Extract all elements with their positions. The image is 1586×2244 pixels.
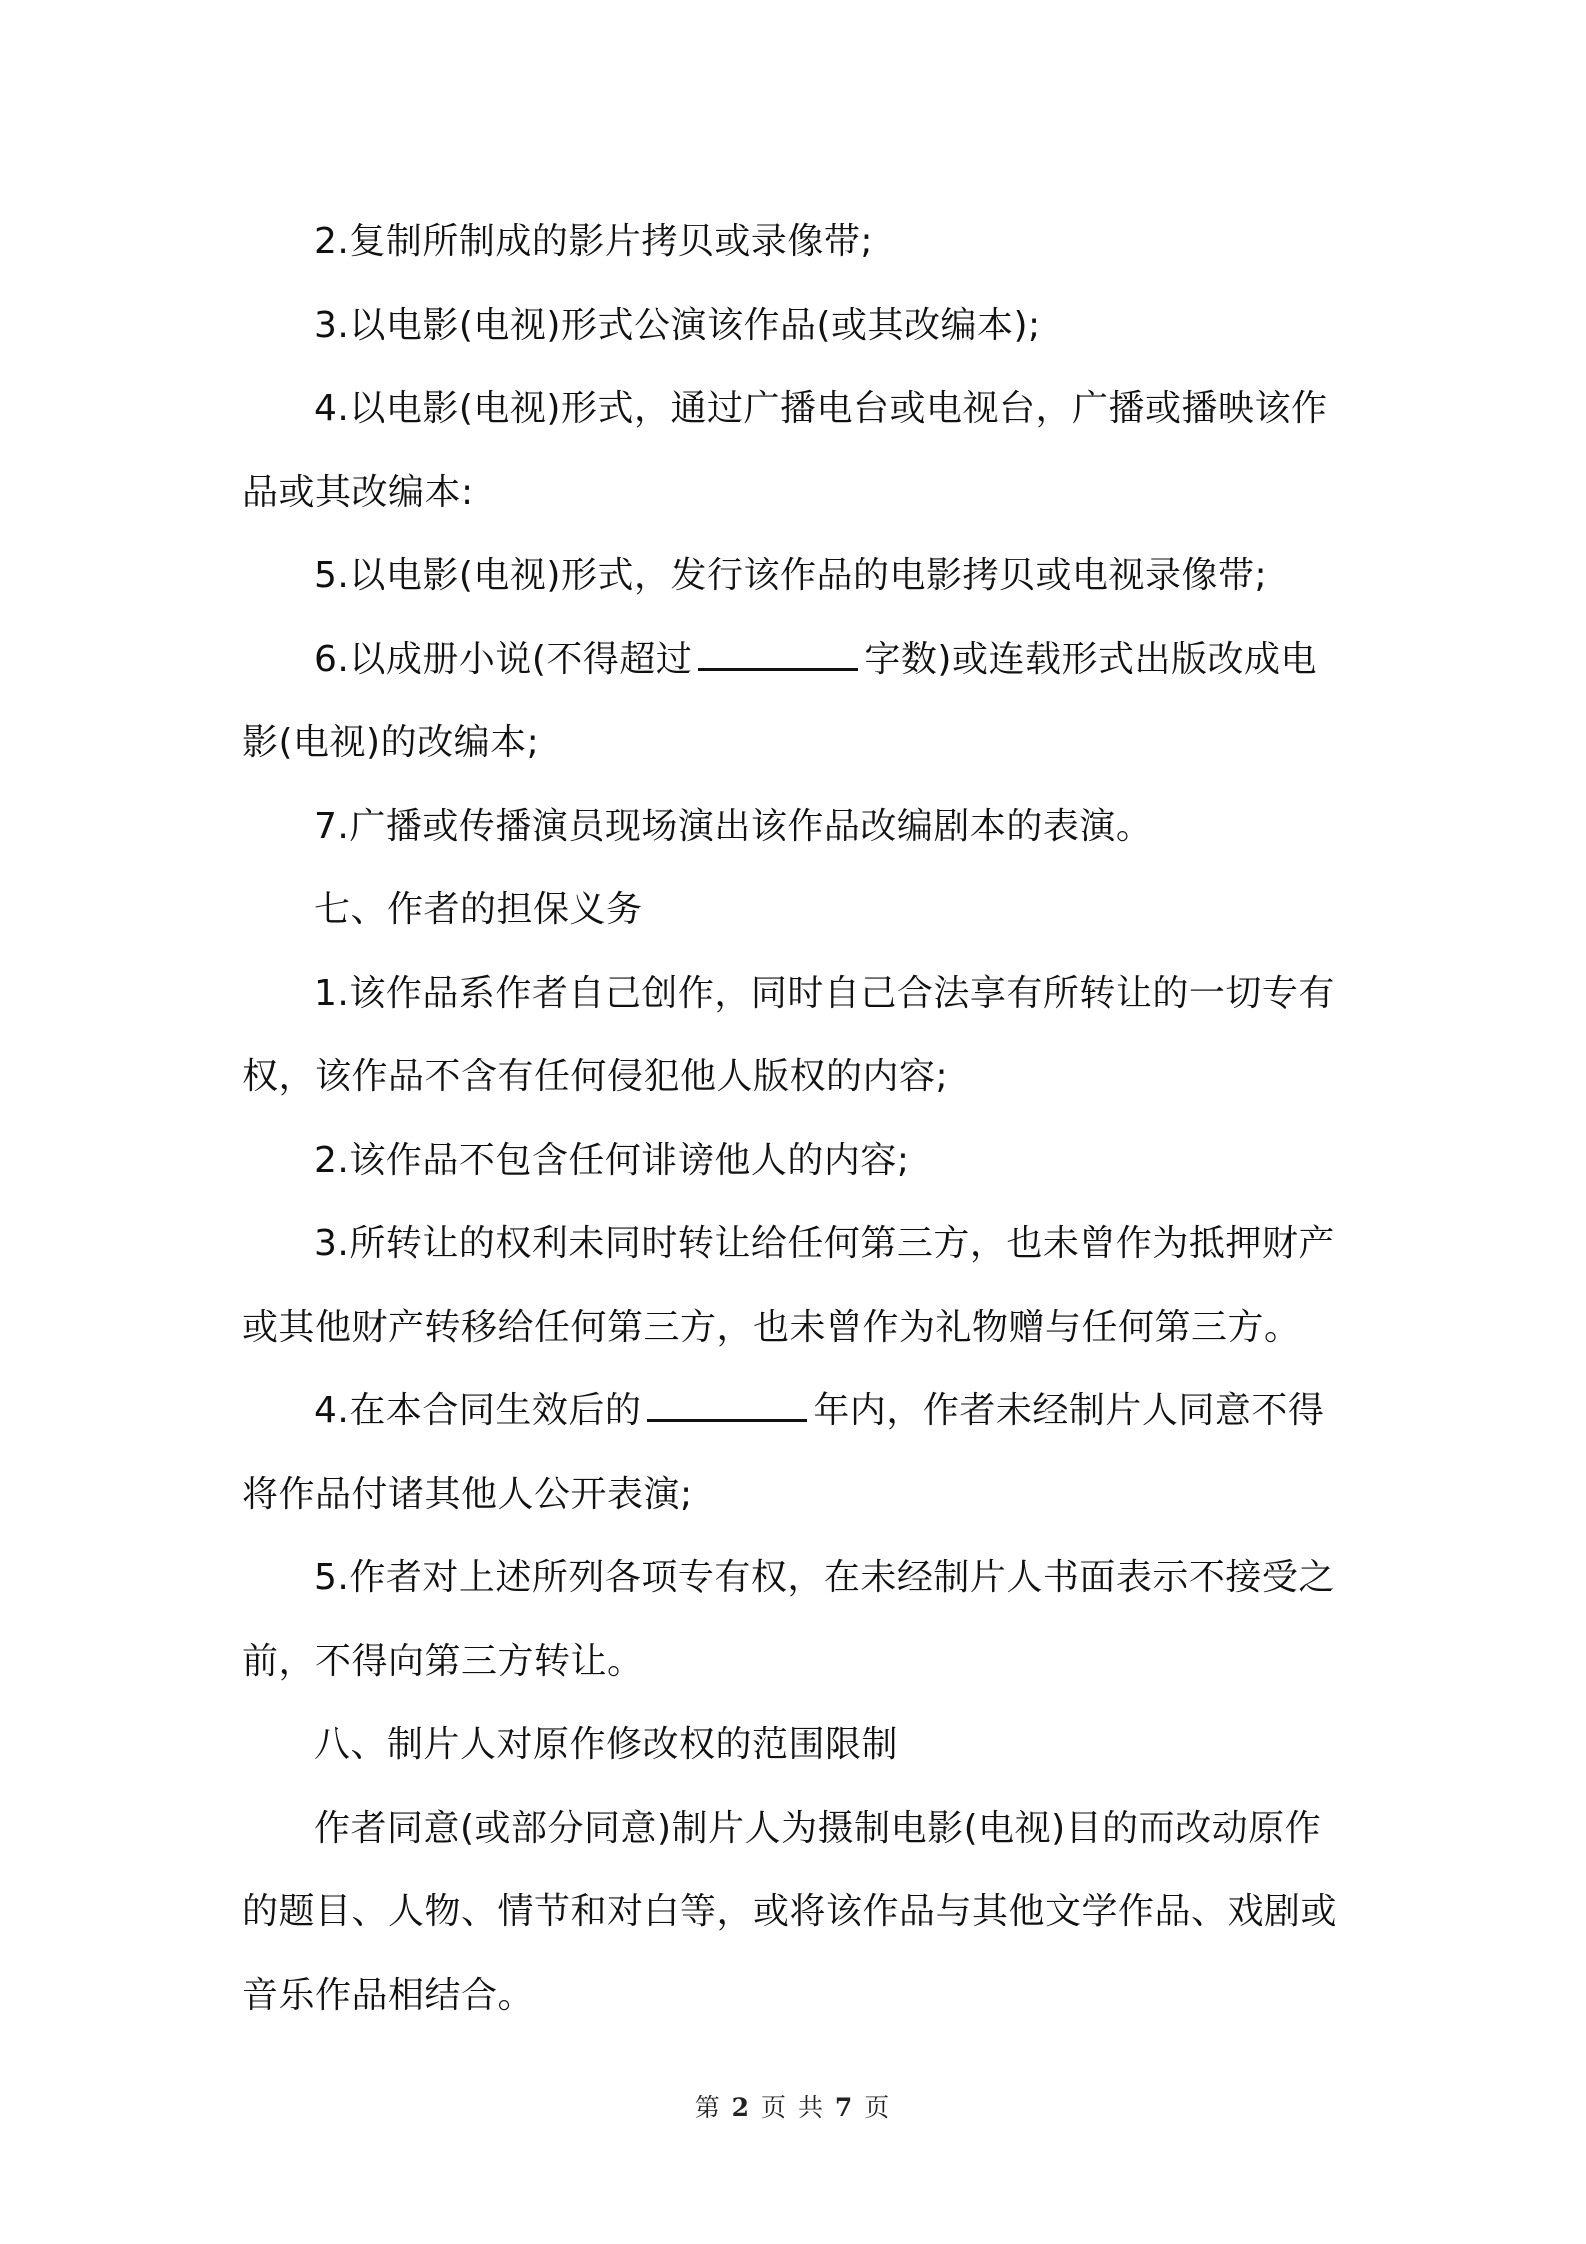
- paragraph-line: 将作品付诸其他人公开表演;: [242, 1473, 693, 1515]
- paragraph-line: 权，该作品不含有任何侵犯他人版权的内容;: [242, 1056, 949, 1097]
- paragraph-line: 影(电视)的改编本;: [242, 722, 540, 763]
- paragraph-line: 5.以电影(电视)形式，发行该作品的电影拷贝或电视录像带;: [314, 555, 1268, 596]
- text-before-blank: 6.以成册小说(不得超过: [314, 638, 693, 680]
- page-footer: [0, 2088, 1586, 2124]
- paragraph-line-with-blank: [242, 1369, 1354, 1453]
- paragraph-line: 的题目、人物、情节和对白等，或将该作品与其他文学作品、戏剧或: [242, 1891, 1338, 1932]
- text-after-blank: 年内，作者未经制片人同意不得: [813, 1390, 1325, 1431]
- current-page-number: 2: [731, 2093, 752, 2122]
- paragraph-line: 作者同意(或部分同意)制片人为摄制电影(电视)目的而改动原作: [314, 1807, 1322, 1849]
- total-pages-number: 7: [834, 2093, 855, 2122]
- footer-prefix: 第: [694, 2093, 722, 2122]
- document-body: [242, 200, 1354, 2037]
- section-heading: 七、作者的担保义务: [314, 889, 643, 930]
- paragraph-line: 2.该作品不包含任何诽谤他人的内容;: [314, 1139, 910, 1181]
- footer-suffix: 页: [864, 2093, 892, 2122]
- paragraph-line: 音乐作品相结合。: [242, 1974, 535, 2016]
- paragraph-line: 品或其改编本:: [242, 471, 474, 513]
- paragraph-line: 3.所转让的权利未同时转让给任何第三方，也未曾作为抵押财产: [314, 1223, 1335, 1264]
- text-before-blank: 4.在本合同生效后的: [314, 1390, 642, 1431]
- text-after-blank: 字数)或连载形式出版改成电: [864, 638, 1317, 680]
- paragraph-line: 7.广播或传播演员现场演出该作品改编剧本的表演。: [314, 805, 1153, 847]
- footer-middle: 页 共: [761, 2093, 825, 2122]
- paragraph-line: 2.复制所制成的影片拷贝或录像带;: [314, 221, 873, 262]
- paragraph-line: 4.以电影(电视)形式，通过广播电台或电视台，广播或播映该作: [314, 388, 1328, 429]
- paragraph-line: 1.该作品系作者自己创作，同时自己合法享有所转让的一切专有: [314, 972, 1335, 1014]
- fill-in-blank: [647, 1418, 807, 1422]
- paragraph-line: 3.以电影(电视)形式公演该作品(或其改编本);: [314, 304, 1041, 346]
- section-heading: 八、制片人对原作修改权的范围限制: [314, 1724, 899, 1765]
- paragraph-line-with-blank: [242, 618, 1354, 702]
- paragraph-line: 或其他财产转移给任何第三方，也未曾作为礼物赠与任何第三方。: [242, 1306, 1301, 1348]
- paragraph-line: 5.作者对上述所列各项专有权，在未经制片人书面表示不接受之: [314, 1557, 1335, 1598]
- paragraph-line: 前，不得向第三方转让。: [242, 1640, 644, 1682]
- fill-in-blank: [698, 667, 858, 671]
